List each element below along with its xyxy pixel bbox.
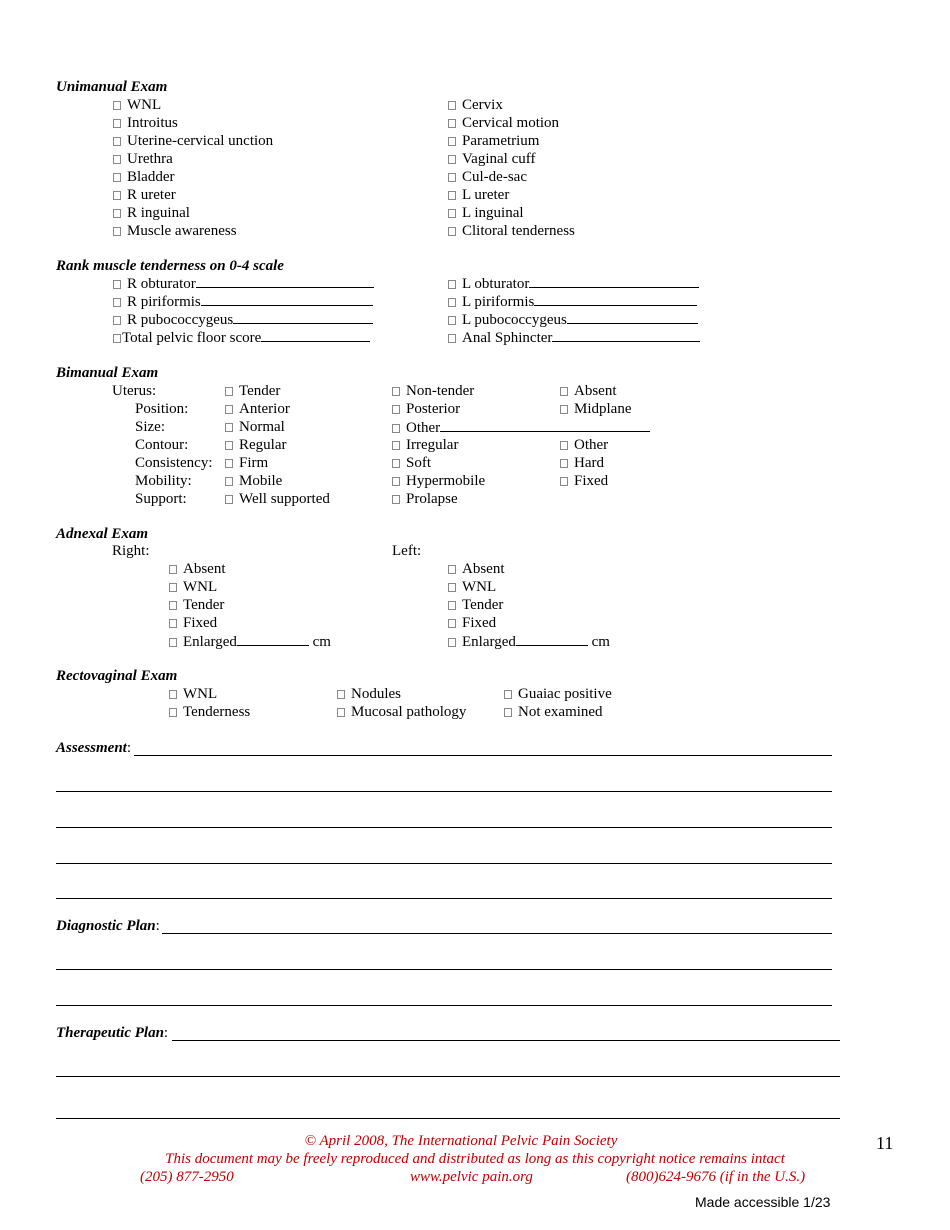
unimanual-right-item[interactable] (448, 223, 575, 240)
checkbox-label: Non-tender (406, 383, 475, 399)
checkbox-label: Bladder (127, 169, 175, 185)
footer-website: www.pelvic pain.org (410, 1169, 533, 1185)
fill-in-blank[interactable] (552, 329, 700, 342)
therapeutic-label-row: Therapeutic Plan: (56, 1025, 169, 1041)
fill-in-blank[interactable] (516, 633, 588, 646)
therapeutic-line[interactable] (56, 1118, 840, 1119)
unimanual-right-item[interactable] (448, 187, 509, 204)
bimanual-row-label: Support: (135, 491, 187, 507)
footer-phone-2: (800)624-9676 (if in the U.S.) (626, 1169, 806, 1185)
unimanual-right-item[interactable] (448, 97, 503, 114)
unimanual-left-item[interactable] (113, 97, 161, 114)
checkbox-label: WNL (183, 686, 218, 702)
fill-in-blank[interactable] (237, 633, 309, 646)
fill-in-blank[interactable] (440, 419, 650, 432)
adnexal-right-item[interactable] (169, 579, 217, 596)
checkbox-icon[interactable] (448, 191, 456, 200)
bimanual-option[interactable] (560, 437, 608, 454)
checkbox-label: Uterine-cervical unction (127, 133, 274, 149)
bimanual-row-label: Position: (135, 401, 189, 417)
assessment-line[interactable] (56, 791, 832, 792)
checkbox-label: Hard (574, 455, 604, 471)
checkbox-icon[interactable] (560, 387, 568, 396)
checkbox-label: Absent (462, 561, 505, 577)
checkbox-icon[interactable] (392, 387, 400, 396)
rank-title: Rank muscle tenderness on 0-4 scale (56, 258, 284, 274)
unimanual-left-item[interactable] (113, 151, 173, 168)
checkbox-icon[interactable] (448, 619, 456, 628)
checkbox-label: Enlarged (462, 634, 516, 650)
bimanual-title: Bimanual Exam (56, 365, 159, 381)
therapeutic-label: Therapeutic Plan (56, 1025, 164, 1041)
checkbox-label: WNL (127, 97, 162, 113)
rank-left-item[interactable] (113, 275, 374, 293)
checkbox-icon[interactable] (504, 690, 512, 699)
checkbox-label: Urethra (127, 151, 173, 167)
diagnostic-line[interactable] (56, 1005, 832, 1006)
fill-in-blank[interactable] (201, 293, 373, 306)
checkbox-label: Tenderness (183, 704, 251, 720)
checkbox-label: Guaiac positive (518, 686, 612, 702)
checkbox-icon[interactable] (448, 119, 456, 128)
unimanual-title: Unimanual Exam (56, 79, 168, 95)
checkbox-label: R pubococcygeus (127, 312, 234, 328)
adnexal-right-item[interactable] (169, 633, 331, 651)
adnexal-right-item[interactable] (169, 561, 226, 578)
bimanual-option[interactable] (560, 473, 608, 490)
checkbox-label: Enlarged (183, 634, 237, 650)
checkbox-label: Anal Sphincter (462, 330, 553, 346)
checkbox-label: Total pelvic floor score (122, 330, 262, 346)
checkbox-label: Midplane (574, 401, 632, 417)
checkbox-label: Absent (574, 383, 617, 399)
rank-right-item[interactable] (448, 311, 698, 329)
checkbox-icon[interactable] (448, 298, 456, 307)
bimanual-option[interactable] (225, 491, 330, 508)
fill-in-blank[interactable] (529, 275, 699, 288)
unimanual-left-item[interactable] (113, 115, 178, 132)
adnexal-left-item[interactable] (448, 561, 505, 578)
checkbox-icon[interactable] (560, 441, 568, 450)
checkbox-label: Clitoral tenderness (462, 223, 575, 239)
bimanual-row-label: Mobility: (135, 473, 192, 489)
bimanual-row-label: Size: (135, 419, 165, 435)
assessment-line[interactable] (56, 898, 832, 899)
checkbox-icon[interactable] (169, 601, 177, 610)
unimanual-right-item[interactable] (448, 169, 527, 186)
checkbox-icon[interactable] (113, 209, 121, 218)
checkbox-icon[interactable] (225, 477, 233, 486)
assessment-label-row: Assessment: (56, 740, 132, 756)
unimanual-left-item[interactable] (113, 205, 190, 222)
checkbox-icon[interactable] (113, 334, 121, 343)
adnexal-right-item[interactable] (169, 615, 217, 632)
adnexal-left-item[interactable] (448, 615, 496, 632)
checkbox-icon[interactable] (448, 583, 456, 592)
checkbox-label: Mucosal pathology (351, 704, 467, 720)
checkbox-label: Hypermobile (406, 473, 486, 489)
checkbox-label: L piriformis (462, 294, 535, 310)
diagnostic-line[interactable] (162, 933, 832, 934)
unimanual-left-item[interactable] (113, 133, 273, 150)
checkbox-icon[interactable] (169, 690, 177, 699)
fill-in-blank[interactable] (567, 311, 698, 324)
checkbox-icon[interactable] (392, 477, 400, 486)
adnexal-left-item[interactable] (448, 579, 496, 596)
bimanual-option[interactable] (225, 437, 286, 454)
checkbox-icon[interactable] (448, 280, 456, 289)
rectovaginal-option[interactable] (337, 686, 401, 703)
checkbox-icon[interactable] (448, 316, 456, 325)
checkbox-label: Tender (462, 597, 504, 613)
checkbox-icon[interactable] (169, 565, 177, 574)
checkbox-label: Tender (239, 383, 281, 399)
rank-left-item[interactable] (113, 293, 373, 311)
checkbox-label: L inguinal (462, 205, 524, 221)
checkbox-icon[interactable] (560, 477, 568, 486)
checkbox-label: R ureter (127, 187, 176, 203)
checkbox-icon[interactable] (337, 690, 345, 699)
fill-in-blank[interactable] (534, 293, 697, 306)
checkbox-icon[interactable] (392, 405, 400, 414)
rank-left-item[interactable] (113, 329, 370, 347)
checkbox-icon[interactable] (448, 334, 456, 343)
fill-in-blank[interactable] (196, 275, 374, 288)
checkbox-icon[interactable] (448, 173, 456, 182)
made-accessible-note: Made accessible 1/23 (695, 1194, 831, 1210)
checkbox-icon[interactable] (448, 227, 456, 236)
checkbox-icon[interactable] (337, 708, 345, 717)
bimanual-option[interactable] (225, 473, 282, 490)
assessment-line[interactable] (56, 827, 832, 828)
checkbox-icon[interactable] (225, 441, 233, 450)
rectovaginal-option[interactable] (169, 704, 250, 721)
checkbox-icon[interactable] (392, 495, 400, 504)
checkbox-label: Irregular (406, 437, 459, 453)
fill-in-blank[interactable] (233, 311, 373, 324)
checkbox-label: Cervical motion (462, 115, 560, 131)
diagnostic-line[interactable] (56, 969, 832, 970)
checkbox-icon[interactable] (225, 423, 233, 432)
footer-notice: This document may be freely reproduced and distributed as long as this copyright notice remains intact (165, 1151, 785, 1167)
checkbox-icon[interactable] (448, 155, 456, 164)
bimanual-option[interactable] (392, 455, 431, 472)
unimanual-left-item[interactable] (113, 169, 174, 186)
checkbox-icon[interactable] (113, 298, 121, 307)
checkbox-label: Soft (406, 455, 432, 471)
checkbox-label: WNL (183, 579, 218, 595)
unimanual-right-item[interactable] (448, 151, 535, 168)
bimanual-option[interactable] (392, 491, 458, 508)
checkbox-icon[interactable] (448, 209, 456, 218)
checkbox-label: Parametrium (462, 133, 540, 149)
checkbox-label: L obturator (462, 276, 530, 292)
bimanual-row-label: Consistency: (135, 455, 213, 471)
assessment-label: Assessment (56, 740, 127, 756)
checkbox-icon[interactable] (113, 173, 121, 182)
checkbox-label: Mobile (239, 473, 283, 489)
checkbox-label: Cul-de-sac (462, 169, 527, 185)
bimanual-option[interactable] (392, 383, 474, 400)
adnexal-title: Adnexal Exam (56, 526, 149, 542)
checkbox-icon[interactable] (113, 155, 121, 164)
rectovaginal-option[interactable] (169, 686, 217, 703)
page-number: 11 (876, 1133, 894, 1153)
bimanual-option[interactable] (392, 401, 460, 418)
checkbox-icon[interactable] (448, 601, 456, 610)
checkbox-label: Absent (183, 561, 226, 577)
checkbox-label: Cervix (462, 97, 503, 113)
checkbox-label: Regular (239, 437, 287, 453)
rectovaginal-option[interactable] (504, 686, 612, 703)
bimanual-option[interactable] (560, 383, 617, 400)
adnexal-left-item[interactable] (448, 633, 610, 651)
checkbox-icon[interactable] (448, 137, 456, 146)
unit-label: cm (591, 634, 610, 650)
checkbox-icon[interactable] (113, 227, 121, 236)
checkbox-icon[interactable] (113, 119, 121, 128)
bimanual-option[interactable] (392, 437, 458, 454)
checkbox-icon[interactable] (560, 405, 568, 414)
checkbox-label: Prolapse (406, 491, 458, 507)
checkbox-icon[interactable] (169, 708, 177, 717)
checkbox-label: R inguinal (127, 205, 190, 221)
unimanual-right-item[interactable] (448, 133, 539, 150)
fill-in-blank[interactable] (261, 329, 370, 342)
checkbox-icon[interactable] (448, 638, 456, 647)
adnexal-left-label: Left: (392, 543, 422, 559)
checkbox-label: Fixed (183, 615, 218, 631)
diagnostic-label: Diagnostic Plan (56, 918, 156, 934)
bimanual-option[interactable] (392, 473, 485, 490)
rectovaginal-option[interactable] (337, 704, 466, 721)
assessment-line[interactable] (56, 863, 832, 864)
bimanual-option[interactable] (225, 383, 280, 400)
checkbox-icon[interactable] (448, 101, 456, 110)
rank-right-item[interactable] (448, 293, 697, 311)
checkbox-label: Vaginal cuff (462, 151, 536, 167)
adnexal-left-item[interactable] (448, 597, 503, 614)
checkbox-label: Posterior (406, 401, 461, 417)
therapeutic-line[interactable] (172, 1040, 840, 1041)
checkbox-icon[interactable] (225, 495, 233, 504)
checkbox-icon[interactable] (113, 316, 121, 325)
rank-left-item[interactable] (113, 311, 373, 329)
bimanual-option[interactable] (225, 455, 268, 472)
checkbox-icon[interactable] (392, 424, 400, 433)
checkbox-label: Anterior (239, 401, 290, 417)
checkbox-label: Fixed (574, 473, 609, 489)
unimanual-left-item[interactable] (113, 187, 176, 204)
checkbox-label: Well supported (239, 491, 330, 507)
checkbox-label: Not examined (518, 704, 603, 720)
checkbox-label: R obturator (127, 276, 196, 292)
checkbox-icon[interactable] (560, 459, 568, 468)
checkbox-label: Muscle awareness (127, 223, 237, 239)
bimanual-option[interactable] (560, 455, 604, 472)
assessment-line[interactable] (134, 755, 832, 756)
rank-right-item[interactable] (448, 275, 699, 293)
checkbox-icon[interactable] (113, 137, 121, 146)
footer-copyright: © April 2008, The International Pelvic Pain Society (304, 1133, 618, 1149)
bimanual-option[interactable] (560, 401, 632, 418)
checkbox-icon[interactable] (448, 565, 456, 574)
checkbox-icon[interactable] (113, 191, 121, 200)
footer-phone-1: (205) 877-2950 (140, 1169, 234, 1185)
checkbox-label: L pubococcygeus (462, 312, 567, 328)
bimanual-option[interactable] (225, 419, 285, 436)
bimanual-option[interactable] (392, 419, 650, 437)
checkbox-label: Other (574, 437, 609, 453)
rectovaginal-title: Rectovaginal Exam (56, 668, 178, 684)
unimanual-left-item[interactable] (113, 223, 237, 240)
checkbox-icon[interactable] (169, 583, 177, 592)
diagnostic-label-row: Diagnostic Plan: (56, 918, 160, 934)
bimanual-row-label: Uterus: (112, 383, 157, 399)
checkbox-icon[interactable] (225, 387, 233, 396)
checkbox-label: R piriformis (127, 294, 201, 310)
checkbox-label: Introitus (127, 115, 178, 131)
unimanual-right-item[interactable] (448, 115, 559, 132)
therapeutic-line[interactable] (56, 1076, 840, 1077)
checkbox-label: Nodules (351, 686, 401, 702)
checkbox-label: L ureter (462, 187, 510, 203)
checkbox-label: Normal (239, 419, 285, 435)
bimanual-option[interactable] (225, 401, 290, 418)
checkbox-label: Other (406, 420, 441, 436)
checkbox-icon[interactable] (225, 405, 233, 414)
checkbox-icon[interactable] (169, 638, 177, 647)
checkbox-label: Firm (239, 455, 269, 471)
checkbox-icon[interactable] (113, 101, 121, 110)
checkbox-icon[interactable] (504, 708, 512, 717)
checkbox-icon[interactable] (113, 280, 121, 289)
checkbox-label: WNL (462, 579, 497, 595)
rank-right-item[interactable] (448, 329, 700, 347)
adnexal-right-item[interactable] (169, 597, 224, 614)
checkbox-icon[interactable] (169, 619, 177, 628)
rectovaginal-option[interactable] (504, 704, 603, 721)
adnexal-right-label: Right: (112, 543, 150, 559)
checkbox-icon[interactable] (392, 441, 400, 450)
checkbox-icon[interactable] (225, 459, 233, 468)
unit-label: cm (312, 634, 331, 650)
checkbox-label: Tender (183, 597, 225, 613)
checkbox-label: Fixed (462, 615, 497, 631)
checkbox-icon[interactable] (392, 459, 400, 468)
unimanual-right-item[interactable] (448, 205, 524, 222)
bimanual-row-label: Contour: (135, 437, 189, 453)
